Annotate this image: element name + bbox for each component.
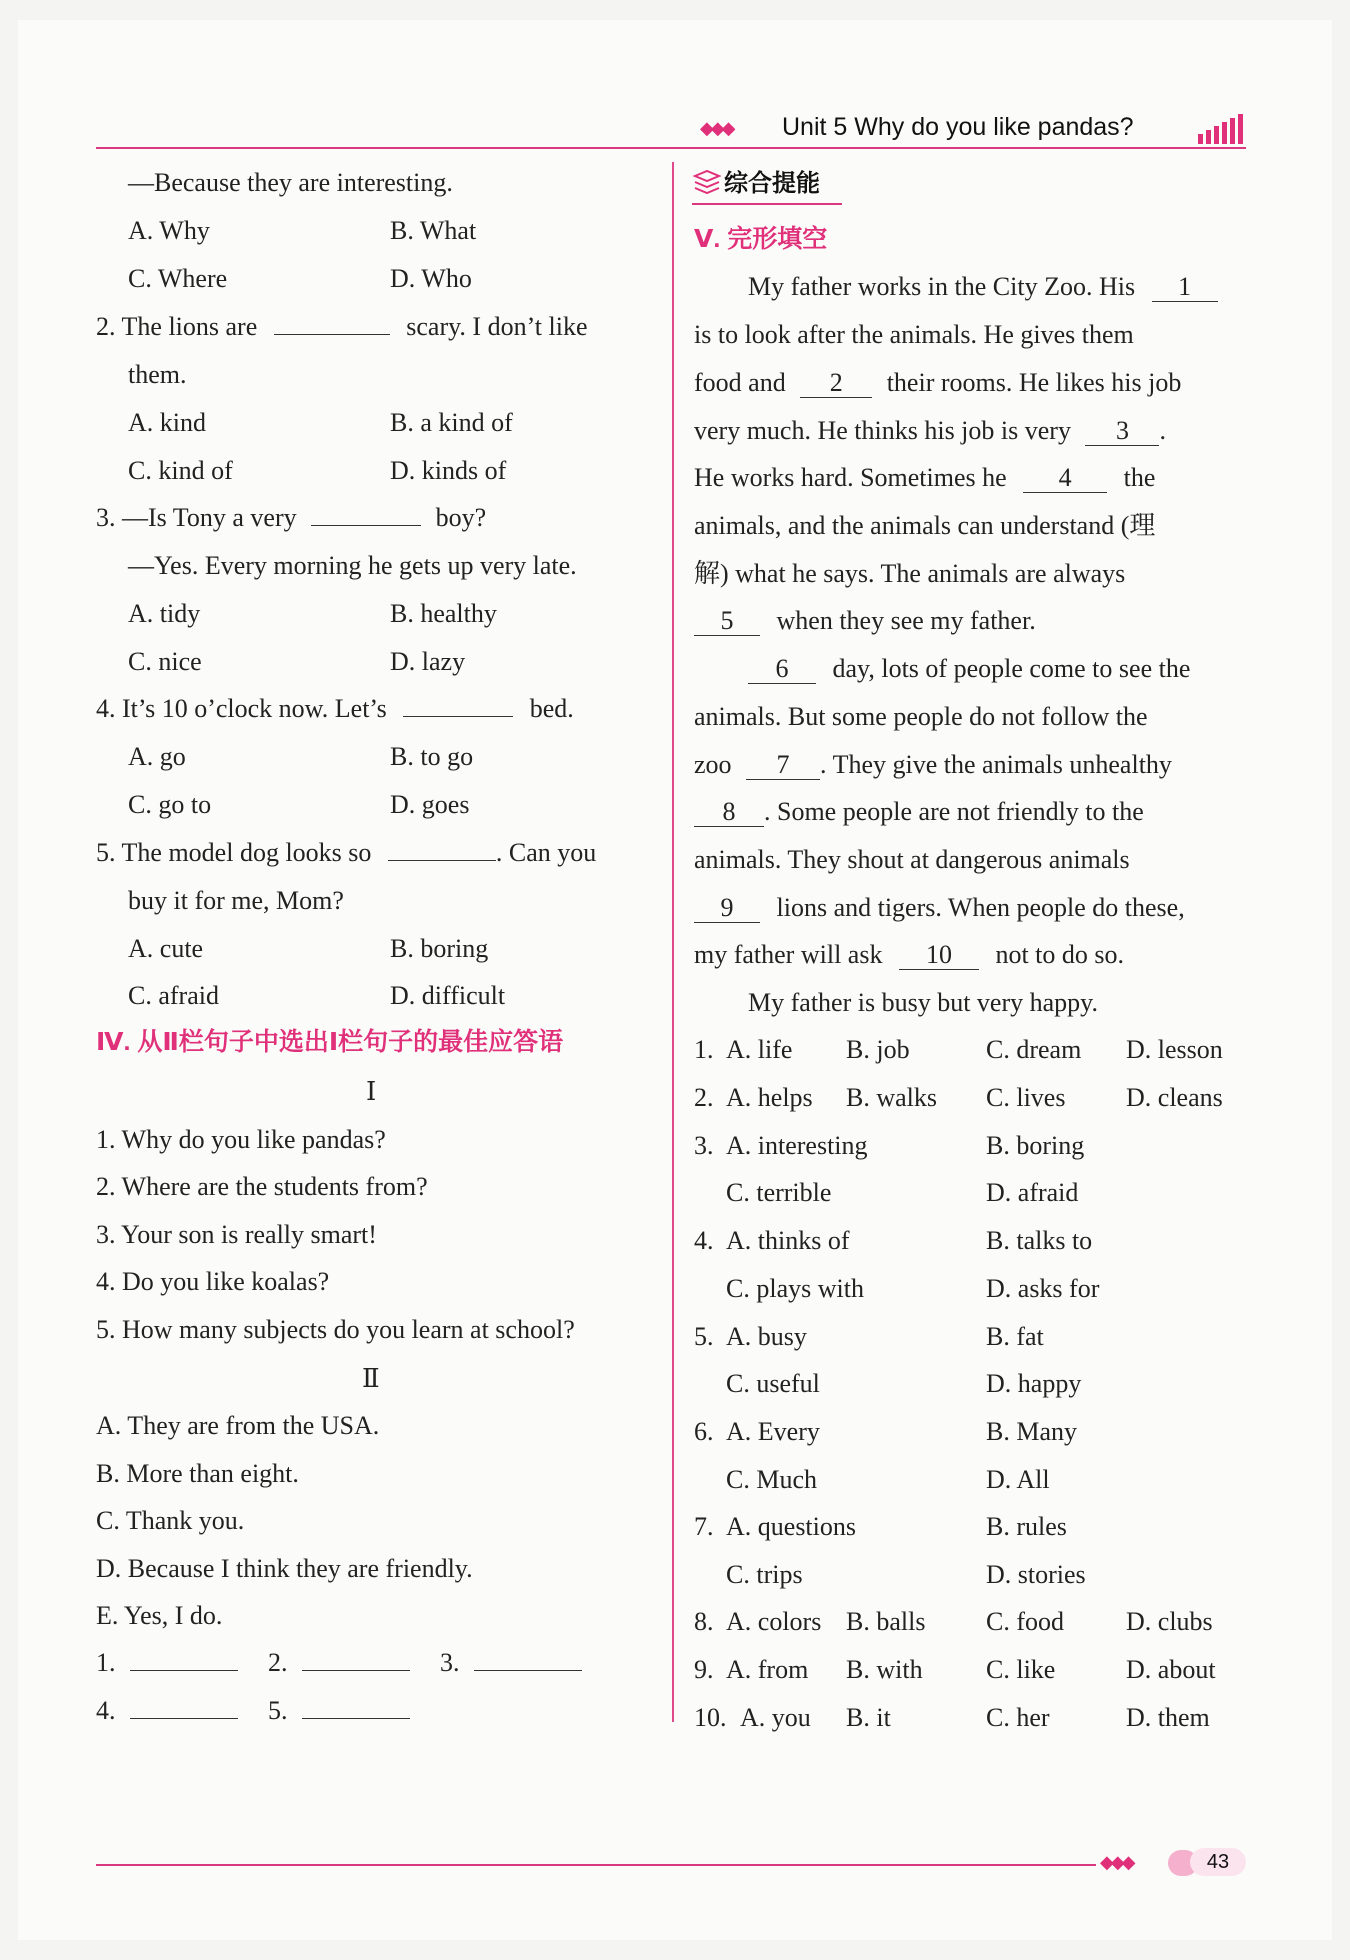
passage-line — [694, 891, 1185, 925]
q2-option-b: B. a kind of — [390, 408, 513, 437]
section5-title: Ⅴ. 完形填空 — [694, 225, 828, 253]
cloze-blank-2[interactable]: 2 — [800, 369, 872, 398]
q2-option-c: C. kind of — [128, 456, 233, 485]
option-c: C. lives — [986, 1083, 1066, 1112]
books-stack-icon — [692, 168, 722, 198]
section-badge: 综合提能 — [724, 170, 820, 197]
col2-item: D. Because I think they are friendly. — [96, 1554, 473, 1583]
col2-item: B. More than eight. — [96, 1459, 299, 1488]
answer-label: 2. — [268, 1648, 288, 1677]
q5-stem-cont: buy it for me, Mom? — [128, 886, 344, 915]
option-b: B. walks — [846, 1083, 937, 1112]
cloze-blank-1[interactable]: 1 — [1152, 273, 1218, 302]
answer-blank-5[interactable] — [302, 1718, 410, 1719]
q3-stem-text: 3. —Is Tony a very — [96, 503, 297, 532]
cloze-blank-10[interactable]: 10 — [899, 941, 979, 970]
col1-item: 5. How many subjects do you learn at school? — [96, 1315, 575, 1344]
header-rule — [96, 147, 1246, 149]
q1-option-c: C. Where — [128, 264, 228, 293]
option-b: B. with — [846, 1655, 923, 1684]
q3-blank[interactable] — [311, 525, 421, 526]
q3-option-d: D. lazy — [390, 647, 466, 676]
q5-option-a: A. cute — [128, 934, 204, 963]
col2-item: A. They are from the USA. — [96, 1411, 380, 1440]
option-number: 2. — [694, 1083, 714, 1112]
passage-text: My father works in the City Zoo. His — [748, 272, 1136, 301]
q3-stem-text-2: boy? — [435, 503, 487, 532]
column-divider — [672, 162, 674, 1722]
passage-line: 解) what he says. The animals are always — [694, 559, 1126, 588]
option-a: A. thinks of — [726, 1226, 850, 1255]
passage-line: My father is busy but very happy. — [748, 988, 1098, 1017]
passage-line — [694, 414, 1166, 448]
q1-option-d: D. Who — [390, 264, 472, 293]
q5-stem — [96, 836, 596, 870]
diamond-decoration-icon: ◆◆◆ — [1100, 1852, 1133, 1872]
q3-option-c: C. nice — [128, 647, 202, 676]
option-a: A. questions — [726, 1512, 856, 1541]
passage-text: . Some people are not friendly to the — [764, 797, 1144, 826]
option-d: D. clubs — [1126, 1607, 1213, 1636]
answer-blank-2[interactable] — [302, 1670, 410, 1671]
passage-line: animals. They shout at dangerous animals — [694, 845, 1130, 874]
passage-text: zoo — [694, 750, 732, 779]
option-number: 10. — [694, 1703, 727, 1732]
option-c: C. plays with — [726, 1274, 864, 1303]
option-number: 9. — [694, 1655, 714, 1684]
option-number: 6. — [694, 1417, 714, 1446]
option-d: D. All — [986, 1465, 1050, 1494]
header-title: Unit 5 Why do you like pandas? — [782, 113, 1134, 141]
q4-option-c: C. go to — [128, 790, 212, 819]
q5-blank[interactable] — [388, 860, 496, 861]
q3-stem — [96, 501, 486, 535]
section4-title: Ⅳ. 从Ⅱ栏句子中选出Ⅰ栏句子的最佳应答语 — [96, 1028, 564, 1056]
answer-row-2 — [268, 1646, 410, 1680]
option-d: D. stories — [986, 1560, 1086, 1589]
q5-option-d: D. difficult — [390, 981, 506, 1010]
passage-line: animals. But some people do not follow the — [694, 702, 1148, 731]
passage-line — [694, 748, 1172, 782]
q4-blank[interactable] — [403, 716, 513, 717]
q2-stem-cont: them. — [128, 360, 187, 389]
q4-stem-text-2: bed. — [529, 694, 574, 723]
passage-line — [694, 604, 1036, 638]
answer-blank-4[interactable] — [130, 1718, 238, 1719]
q2-option-a: A. kind — [128, 408, 206, 437]
q4-stem-text: 4. It’s 10 o’clock now. Let’s — [96, 694, 387, 723]
q5-stem-text: 5. The model dog looks so — [96, 838, 372, 867]
q2-stem-text-2: scary. I don’t like — [406, 312, 588, 341]
passage-text: the — [1123, 463, 1156, 492]
option-c: C. dream — [986, 1035, 1082, 1064]
cloze-blank-4[interactable]: 4 — [1023, 464, 1107, 493]
q4-option-b: B. to go — [390, 742, 474, 771]
option-b: B. boring — [986, 1131, 1085, 1160]
q2-option-d: D. kinds of — [390, 456, 507, 485]
footer-rule — [96, 1864, 1096, 1866]
col1-item: 3. Your son is really smart! — [96, 1220, 377, 1249]
option-c: C. terrible — [726, 1178, 832, 1207]
passage-text: my father will ask — [694, 940, 883, 969]
col2-item: C. Thank you. — [96, 1506, 245, 1535]
option-a: A. interesting — [726, 1131, 868, 1160]
option-b: B. rules — [986, 1512, 1067, 1541]
option-c: C. food — [986, 1607, 1064, 1636]
passage-line — [694, 795, 1144, 829]
cloze-blank-6[interactable]: 6 — [748, 655, 816, 684]
option-number: 5. — [694, 1322, 714, 1351]
answer-label: 4. — [96, 1696, 116, 1725]
answer-row-4 — [96, 1694, 238, 1728]
passage-text: not to do so. — [995, 940, 1125, 969]
col1-item: 1. Why do you like pandas? — [96, 1125, 386, 1154]
option-b: B. job — [846, 1035, 910, 1064]
passage-text: very much. He thinks his job is very — [694, 416, 1071, 445]
passage-line — [694, 938, 1124, 972]
q5-option-b: B. boring — [390, 934, 489, 963]
cloze-blank-8[interactable]: 8 — [694, 798, 764, 827]
option-number: 7. — [694, 1512, 714, 1541]
q4-option-d: D. goes — [390, 790, 470, 819]
page-number: 43 — [1190, 1848, 1246, 1876]
passage-text: when they see my father. — [776, 606, 1036, 635]
passage-line: animals, and the animals can understand (理 — [694, 511, 1156, 540]
q1-option-a: A. Why — [128, 216, 210, 245]
q3-option-a: A. tidy — [128, 599, 201, 628]
passage-text: food and — [694, 368, 786, 397]
option-c: C. her — [986, 1703, 1050, 1732]
q2-stem-text: 2. The lions are — [96, 312, 258, 341]
cloze-blank-5[interactable]: 5 — [694, 607, 760, 636]
answer-label: 1. — [96, 1648, 116, 1677]
passage-text: their rooms. He likes his job — [886, 368, 1182, 397]
passage-line: is to look after the animals. He gives them — [694, 320, 1134, 349]
option-c: C. trips — [726, 1560, 803, 1589]
option-number: 3. — [694, 1131, 714, 1160]
col1-item: 4. Do you like koalas? — [96, 1267, 330, 1296]
q5-option-c: C. afraid — [128, 981, 219, 1010]
answer-row-5 — [268, 1694, 410, 1728]
q5-stem-text-2: . Can you — [495, 838, 597, 867]
passage-line — [748, 270, 1218, 304]
option-b: B. talks to — [986, 1226, 1093, 1255]
passage-text: lions and tigers. When people do these, — [776, 893, 1185, 922]
option-number: 1. — [694, 1035, 714, 1064]
option-d: D. about — [1126, 1655, 1216, 1684]
passage-line — [694, 461, 1155, 495]
option-d: D. happy — [986, 1369, 1082, 1398]
passage-text: day, lots of people come to see the — [832, 654, 1191, 683]
diamond-decoration-icon: ◆◆◆ — [700, 118, 733, 138]
option-d: D. lesson — [1126, 1035, 1223, 1064]
passage-text: . — [1159, 416, 1166, 445]
option-d: D. afraid — [986, 1178, 1079, 1207]
answer-label: 5. — [268, 1696, 288, 1725]
col1-item: 2. Where are the students from? — [96, 1172, 428, 1201]
option-a: A. colors — [726, 1607, 822, 1636]
passage-line — [694, 366, 1181, 400]
col2-item: E. Yes, I do. — [96, 1601, 223, 1630]
cloze-blank-7[interactable]: 7 — [746, 751, 820, 780]
option-a: A. life — [726, 1035, 793, 1064]
q2-stem — [96, 310, 588, 344]
q2-blank[interactable] — [274, 334, 390, 335]
option-a: A. you — [740, 1703, 811, 1732]
option-b: B. fat — [986, 1322, 1044, 1351]
q3-option-b: B. healthy — [390, 599, 497, 628]
option-a: A. busy — [726, 1322, 807, 1351]
answer-blank-1[interactable] — [130, 1670, 238, 1671]
answer-label: 3. — [440, 1648, 460, 1677]
passage-line — [748, 652, 1190, 686]
option-d: D. asks for — [986, 1274, 1100, 1303]
signal-bars-icon — [1196, 108, 1248, 148]
option-b: B. balls — [846, 1607, 926, 1636]
cloze-blank-3[interactable]: 3 — [1085, 417, 1159, 446]
cloze-blank-9[interactable]: 9 — [694, 894, 760, 923]
q1-option-b: B. What — [390, 216, 477, 245]
option-d: D. them — [1126, 1703, 1210, 1732]
option-d: D. cleans — [1126, 1083, 1223, 1112]
option-c: C. useful — [726, 1369, 820, 1398]
passage-text: . They give the animals unhealthy — [820, 750, 1172, 779]
option-c: C. like — [986, 1655, 1056, 1684]
passage-text: He works hard. Sometimes he — [694, 463, 1007, 492]
answer-row-3 — [440, 1646, 582, 1680]
option-b: B. Many — [986, 1417, 1077, 1446]
q3-stem-cont: —Yes. Every morning he gets up very late. — [128, 551, 577, 580]
badge-underline — [692, 203, 842, 205]
option-b: B. it — [846, 1703, 891, 1732]
q1-answer: —Because they are interesting. — [128, 168, 453, 197]
answer-blank-3[interactable] — [474, 1670, 582, 1671]
option-c: C. Much — [726, 1465, 817, 1494]
option-a: A. Every — [726, 1417, 820, 1446]
option-number: 4. — [694, 1226, 714, 1255]
q4-stem — [96, 692, 574, 726]
option-number: 8. — [694, 1607, 714, 1636]
column-two-heading: Ⅱ — [362, 1364, 380, 1393]
column-one-heading: Ⅰ — [366, 1077, 377, 1106]
option-a: A. helps — [726, 1083, 813, 1112]
q4-option-a: A. go — [128, 742, 186, 771]
answer-row-1 — [96, 1646, 238, 1680]
option-a: A. from — [726, 1655, 809, 1684]
